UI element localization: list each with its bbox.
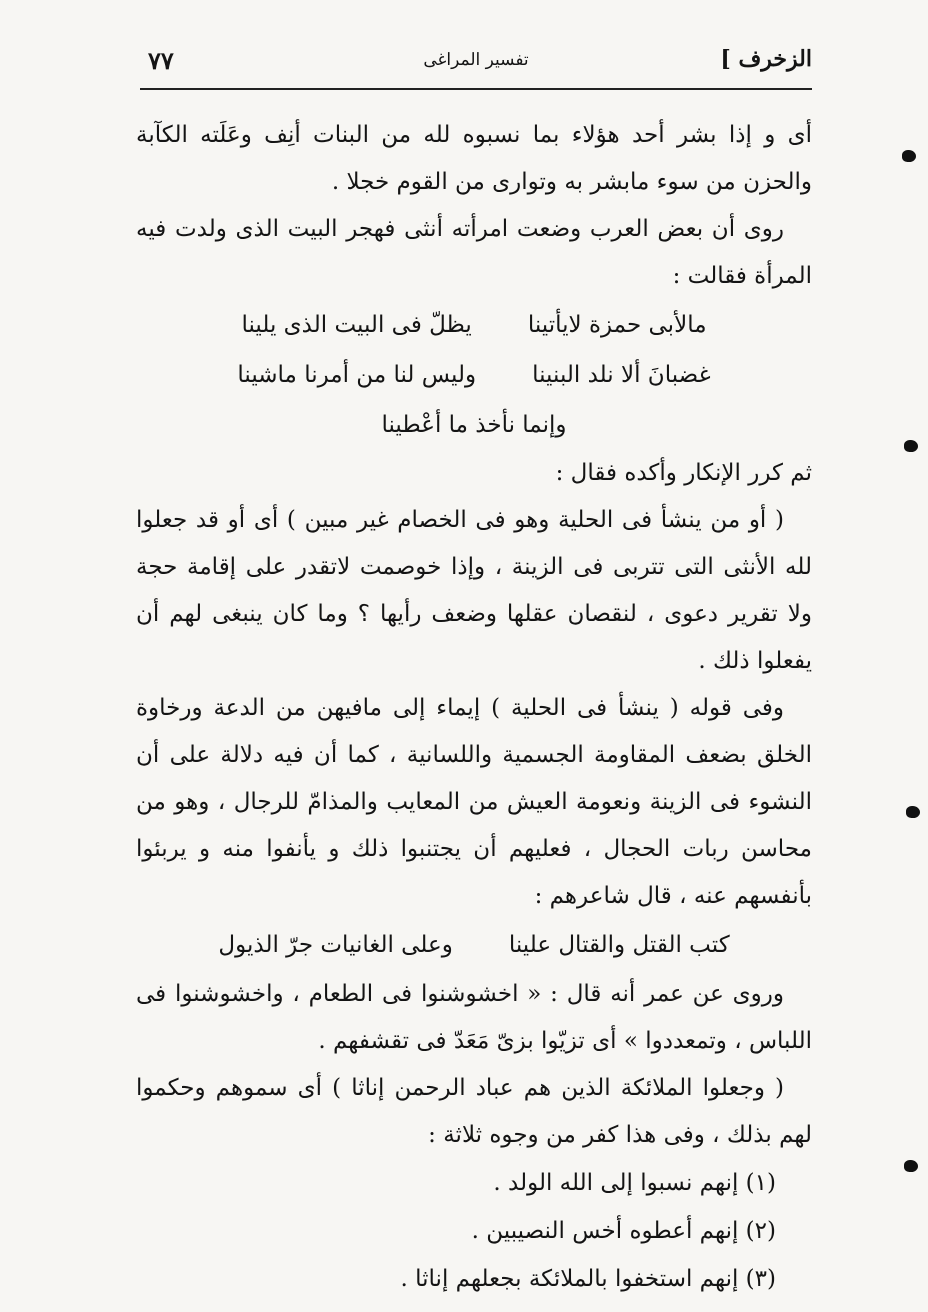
verse-line-3: وإنما نأخذ ما أعْطينا: [381, 412, 567, 438]
page-body: [136, 112, 812, 1303]
verse-hemistich: كتب القتل والقتال علينا: [508, 932, 730, 958]
paragraph-2: روى أن بعض العرب وضعت امرأته أنثى فهجر البيت الذى ولدت فيه المرأة فقالت :: [136, 216, 812, 289]
book-title: تفسير المراغى: [423, 50, 529, 70]
verse-hemistich: وليس لنا من أمرنا ماشينا: [237, 362, 477, 388]
scan-speck: [904, 1160, 918, 1172]
list-item-3: (٣) إنهم استخفوا بالملائكة بجعلهم إناثا .: [400, 1266, 776, 1292]
scan-speck: [904, 440, 918, 452]
verse-hemistich: وعلى الغانيات جرّ الذيول: [218, 932, 453, 958]
verse-line-1: [136, 301, 812, 350]
paragraph-1: أى و إذا بشر أحد هؤلاء بما نسبوه لله من البنات أنِف وعَلَته الكآبة والحزن من سوء مابشر به وتوارى من القوم خجلا .: [136, 122, 812, 195]
paragraph-7: ( وجعلوا الملائكة الذين هم عباد الرحمن إناثا ) أى سموهم وحكموا لهم بذلك ، وفى هذا كفر من وجوه ثلاثة :: [136, 1075, 812, 1148]
scan-speck: [902, 150, 916, 162]
paragraph-5: وفى قوله ( ينشأ فى الحلية ) إيماء إلى مافيهن من الدعة ورخاوة الخلق بضعف المقاومة الجسمية واللسانية ، كما أن فيه دلالة على أن النشوء فى الزينة ونعومة العيش من المعايب والمذامّ للرجال ، وهو من محاسن ربات الحجال ، فعليهم أن يجتنبوا ذلك و يأنفوا منه و يربئوا بأنفسهم عنه ، قال شاعرهم :: [136, 695, 812, 909]
page-number: ٧٧: [148, 46, 174, 75]
surah-name: الزخرف ]: [720, 46, 812, 72]
verse-line-4: [136, 921, 812, 970]
paragraph-3: ثم كرر الإنكار وأكده فقال :: [555, 460, 812, 486]
header-divider: [140, 88, 812, 90]
page-header: [140, 40, 812, 80]
paragraph-6: وروى عن عمر أنه قال : « اخشوشنوا فى الطعام ، واخشوشنوا فى اللباس ، وتمعددوا » أى تزيّوا بزىّ مَعَدّ فى تقشفهم .: [136, 981, 812, 1054]
list-item-1: (١) إنهم نسبوا إلى الله الولد .: [493, 1170, 776, 1196]
verse-hemistich: يظلّ فى البيت الذى يلينا: [241, 312, 472, 338]
scan-speck: [906, 806, 920, 818]
verse-line-2: [136, 351, 812, 400]
verse-hemistich: غضبانَ ألا نلد البنينا: [532, 362, 711, 388]
verse-hemistich: مالأبى حمزة لايأتينا: [527, 312, 707, 338]
paragraph-4: ( أو من ينشأ فى الحلية وهو فى الخصام غير مبين ) أى أو قد جعلوا لله الأنثى التى تتربى فى الزينة ، وإذا خوصمت لاتقدر على إقامة حجة ولا تقرير دعوى ، لنقصان عقلها وضعف رأيها ؟ وما كان ينبغى لهم أن يفعلوا ذلك .: [136, 507, 812, 674]
list-item-2: (٢) إنهم أعطوه أخس النصيبين .: [471, 1218, 776, 1244]
